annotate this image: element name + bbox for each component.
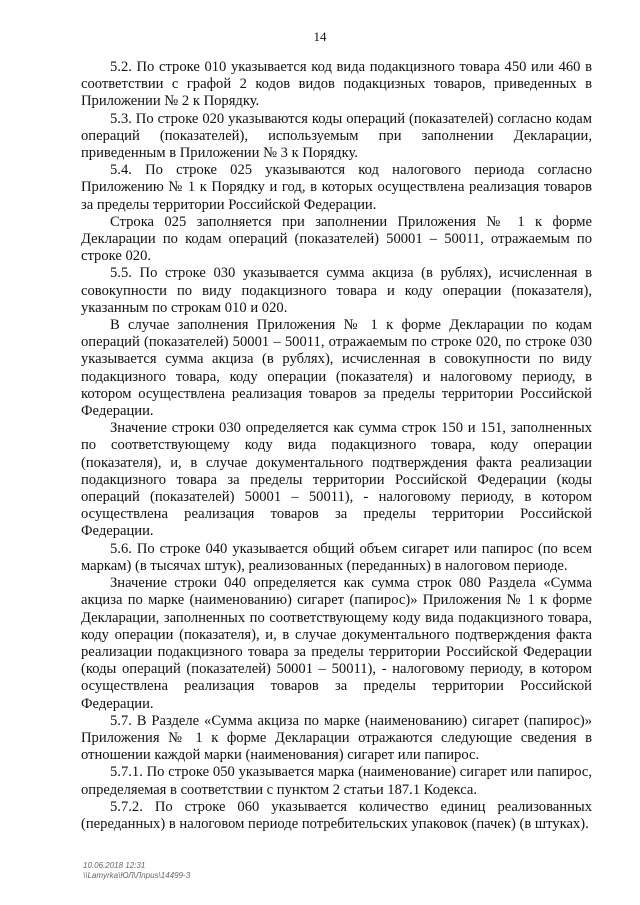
paragraph-appendix-case: В случае заполнения Приложения № 1 к форме Декларации по кодам операций (показателей) 50001 – 50011, отражаемым по строке 020, по строке 030 указывается сумма акциза (в рублях), исчисленная в совокупности по виду подакцизного товара, коду операции (показателя) и налоговому периоду, в котором осуществлена реализация товаров за пределы территории Российской Федерации. bbox=[81, 317, 592, 420]
paragraph-5-6: 5.6. По строке 040 указывается общий объем сигарет или папирос (по всем маркам) (в тысячах штук), реализованных (переданных) в налоговом периоде. bbox=[81, 540, 592, 574]
paragraph-5-7-2: 5.7.2. По строке 060 указывается количество единиц реализованных (переданных) в налоговом периоде потребительских упаковок (пачек) (в штуках). bbox=[81, 798, 592, 832]
paragraph-5-2: 5.2. По строке 010 указывается код вида подакцизного товара 450 или 460 в соответствии с графой 2 кодов видов подакцизных товаров, приведенных в Приложении № 2 к Порядку. bbox=[81, 59, 592, 110]
paragraph-line-040-value: Значение строки 040 определяется как сумма строк 080 Раздела «Сумма акциза по марке (наименованию) сигарет (папирос)» Приложения № 1 к форме Декларации, заполненных по соответствующему коду вида подакцизного товара, коду операции (показателя), и, в случае документального подтверждения факта реализации подакцизного товара за пределы территории Российской Федерации (коды операций (показателей) 50001 – 50011), - налоговому периоду, в котором осуществлена реализация товаров за пределы территории Российской Федерации. bbox=[81, 575, 592, 712]
paragraph-5-7: 5.7. В Разделе «Сумма акциза по марке (наименованию) сигарет (папирос)» Приложения № 1 к форме Декларации отражаются следующие сведения в отношении каждой марки (наименования) сигарет или папирос. bbox=[81, 712, 592, 764]
paragraph-5-4: 5.4. По строке 025 указываются код налогового периода согласно Приложению № 1 к Порядку и год, в которых осуществлена реализация товаров за пределы территории Российской Федерации. bbox=[81, 162, 592, 213]
page-number: 14 bbox=[313, 29, 327, 44]
document-body bbox=[81, 59, 592, 833]
paragraph-line-030-value: Значение строки 030 определяется как сумма строк 150 и 151, заполненных по соответствующему коду вида подакцизного товара, коду операции (показателя), и, в случае документального подтверждения факта реализации подакцизного товара за пределы территории Российской Федерации (коды операций (показателей) 50001 – 50011), - налоговому периоду, в котором осуществлена реализация товаров за пределы территории Российской Федерации. bbox=[81, 420, 592, 540]
document-footer bbox=[83, 861, 190, 881]
paragraph-5-3: 5.3. По строке 020 указываются коды операций (показателей) согласно кодам операций (показателей), используемым при заполнении Декларации, приведенным в Приложении № 3 к Порядку. bbox=[81, 110, 592, 162]
footer-file-path: \\Lamyrka\ЮЛ\Лпрus\14499-3 bbox=[83, 871, 191, 880]
paragraph-line-025: Строка 025 заполняется при заполнении Приложения № 1 к форме Декларации по кодам операций (показателей) 50001 – 50011, отражаемым по строке 020. bbox=[81, 213, 592, 265]
footer-timestamp: 10.06.2018 12:31 bbox=[83, 861, 146, 870]
paragraph-5-7-1: 5.7.1. По строке 050 указывается марка (наименование) сигарет или папирос, определяемая в соответствии с пунктом 2 статьи 187.1 Кодекса. bbox=[81, 764, 592, 798]
paragraph-5-5: 5.5. По строке 030 указывается сумма акциза (в рублях), исчисленная в совокупности по виду подакцизного товара и коду операции (показателя), указанным по строкам 010 и 020. bbox=[81, 265, 592, 316]
